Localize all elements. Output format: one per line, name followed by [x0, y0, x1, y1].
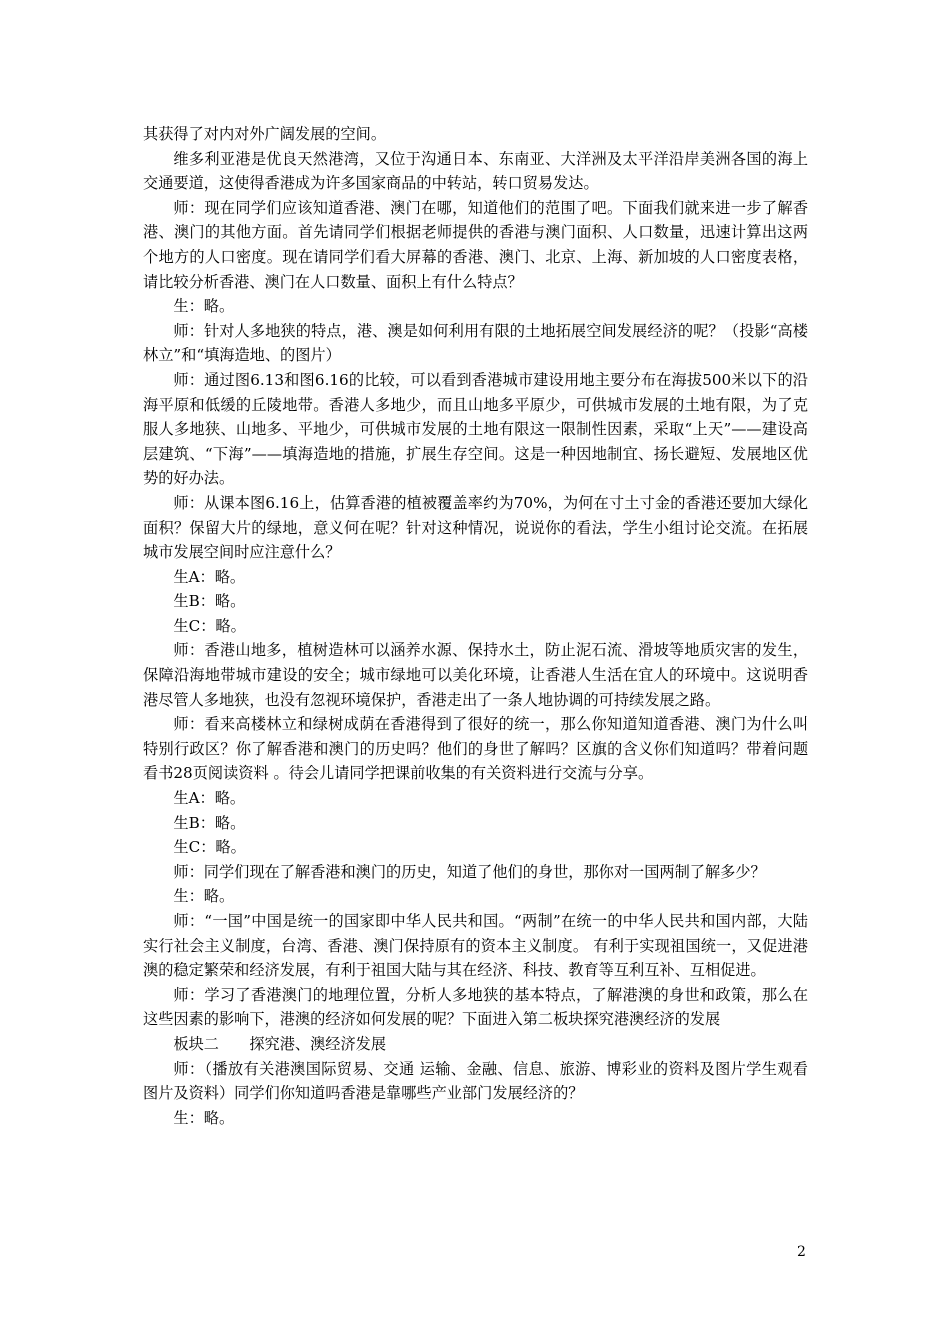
paragraph-teacher-vegetation: 师：从课本图6.16上，估算香港的植被覆盖率约为70%，为何在寸土寸金的香港还要加大绿化面积？保留大片的绿地，意义何在呢？针对这种情况，说说你的看法，学生小组讨论交流。在拓展城市发展空间时应注意什么？ [143, 493, 808, 562]
paragraph-teacher-industries: 师：（播放有关港澳国际贸易、交通 运输、金融、信息、旅游、博彩业的资料及图片学生观看图片及资料）同学们你知道吗香港是靠哪些产业部门发展经济的？ [143, 1059, 808, 1103]
paragraph-student-b-answer: 生B：略。 [173, 592, 246, 611]
paragraph-student-a-answer: 生A：略。 [173, 789, 246, 808]
paragraph-student-answer: 生：略。 [173, 297, 235, 316]
paragraph-victoria-harbour: 维多利亚港是优良天然港湾，又位于沟通日本、东南亚、大洋洲及太平洋沿岸美洲各国的海上交通要道，这使得香港成为许多国家商品的中转站，转口贸易发达。 [143, 149, 808, 193]
paragraph-student-c-answer: 生C：略。 [173, 838, 246, 857]
paragraph-student-answer: 生：略。 [173, 1108, 235, 1127]
paragraph-teacher-population-density: 师：现在同学们应该知道香港、澳门在哪，知道他们的范围了吧。下面我们就来进一步了解香港、澳门的其他方面。首先请同学们根据老师提供的香港与澳门面积、人口数量，迅速计算出这两个地方的人口密度。现在请同学们看大屏幕的香港、澳门、北京、上海、新加坡的人口密度表格，请比较分析香港、澳门在人口数量、面积上有什么特点？ [143, 198, 808, 291]
paragraph-teacher-two-systems: 师：“一国”中国是统一的国家即中华人民共和国。“两制”在统一的中华人民共和国内部，大陆实行社会主义制度，台湾、香港、澳门保持原有的资本主义制度。 有利于实现祖国统一，又促进港澳的稳定繁荣和经济发展，有利于祖国大陆与其在经济、科技、教育等互利互补、互相促进。 [143, 912, 808, 980]
paragraph-teacher-map-comparison: 师：通过图6.13和图6.16的比较，可以看到香港城市建设用地主要分布在海拔500米以下的沿海平原和低缓的丘陵地带。香港人多地少，而且山地多平原少，可供城市发展的土地有限，为了克服人多地狭、山地多、平地少，可供城市发展的土地有限这一限制性因素，采取“上天”——建设高层建筑、“下海”——填海造地的措施，扩展生存空间。这是一种因地制宜、扬长避短、发展地区优势的好办法。 [143, 370, 808, 488]
paragraph-teacher-history: 师：看来高楼林立和绿树成荫在香港得到了很好的统一，那么你知道知道香港、澳门为什么叫特别行政区？你了解香港和澳门的历史吗？他们的身世了解吗？区旗的含义你们知道吗？带着问题看书28页阅读资料 。待会儿请同学把课前收集的有关资料进行交流与分享。 [143, 715, 808, 783]
page-number: 2 [797, 1244, 806, 1260]
paragraph-student-b-answer: 生B：略。 [173, 813, 246, 832]
section-heading-module-two: 板块二 探究港、澳经济发展 [173, 1034, 387, 1053]
paragraph-student-a-answer: 生A：略。 [173, 567, 246, 586]
paragraph-teacher-environment: 师：香港山地多，植树造林可以涵养水源、保持水土，防止泥石流、滑坡等地质灾害的发生，保障沿海地带城市建设的安全；城市绿地可以美化环境，让香港人生活在宜人的环境中。这说明香港尽管人多地狭，也没有忽视环境保护，香港走出了一条人地协调的可持续发展之路。 [143, 641, 808, 709]
document-body [143, 122, 808, 1130]
paragraph-student-c-answer: 生C：略。 [173, 616, 246, 635]
paragraph-student-answer: 生：略。 [173, 887, 235, 906]
paragraph-teacher-one-country: 师：同学们现在了解香港和澳门的历史，知道了他们的身世，那你对一国两制了解多少？ [173, 862, 766, 881]
paragraph-continuation: 其获得了对内对外广阔发展的空间。 [143, 125, 386, 143]
paragraph-teacher-transition: 师：学习了香港澳门的地理位置，分析人多地狭的基本特点，了解港澳的身世和政策，那么在这些因素的影响下，港澳的经济如何发展的呢？下面进入第二板块探究港澳经济的发展 [143, 985, 808, 1029]
paragraph-teacher-land-use: 师：针对人多地狭的特点，港、澳是如何利用有限的土地拓展空间发展经济的呢？（投影“高楼林立”和“填海造地、的图片） [143, 321, 808, 365]
